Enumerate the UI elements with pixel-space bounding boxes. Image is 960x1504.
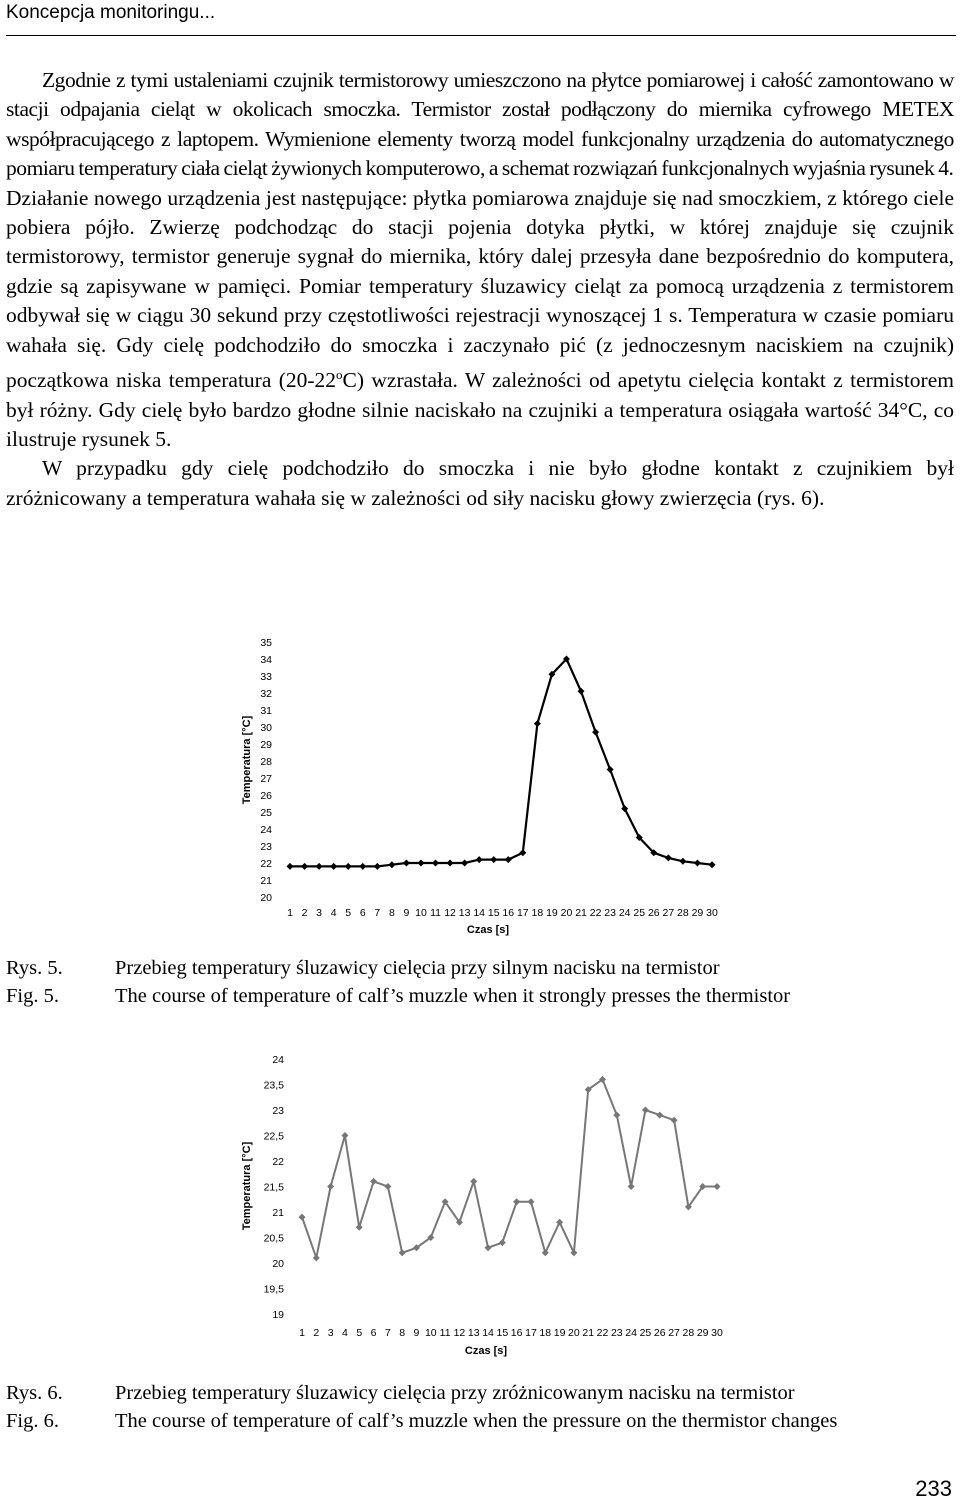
data-point	[370, 1178, 377, 1185]
data-point	[384, 1183, 391, 1190]
x-tick-label: 28	[682, 1327, 695, 1339]
figure-5-caption-pl	[6, 954, 790, 982]
x-tick-label: 16	[502, 907, 515, 919]
paragraph-2-text-a: Działanie nowego urządzenia jest następujące: płytka pomiarowa znajduje się nad smoczkiem, z którego ciele pobiera pójło. Zwierzę podchodząc do stacji pojenia dotyka płytki, w której znajduje się czujnik termistorowy, termistor generuje sygnał do miernika, który dalej przesyła dane bezpośrednio do komputera, gdzie są zapisywane w pamięci. Pomiar temperatury śluzawicy cieląt za pomocą urządzenia z termistorem odbywał się w ciągu 30 sekund przy częstotliwości rejestracji wynoszącej 1 s. Temperatura w czasie pomiaru wahała się. Gdy cielę podchodziło do smoczka i zaczynało pić (z jednoczesnym naciskiem na czujnik) początkowa niska temperatura (20-22	[6, 185, 954, 393]
figure-6-chart	[0, 1046, 960, 1366]
x-tick-label: 10	[424, 1327, 437, 1339]
data-point	[570, 1249, 577, 1256]
x-tick-label: 4	[330, 907, 337, 919]
x-tick-label: 2	[301, 907, 308, 919]
x-tick-label: 30	[706, 907, 718, 919]
data-point	[345, 863, 352, 870]
data-point	[485, 1244, 492, 1251]
x-tick-label: 22	[589, 907, 602, 919]
y-tick-label: 23	[272, 1105, 284, 1117]
data-point	[665, 854, 672, 861]
x-tick-label: 5	[356, 1327, 363, 1339]
x-tick-label: 15	[487, 907, 500, 919]
data-point	[556, 1219, 563, 1226]
figure-6-caption-pl	[6, 1379, 837, 1407]
data-point	[628, 1183, 635, 1190]
x-tick-label: 1	[299, 1327, 305, 1339]
x-tick-label: 22	[596, 1327, 609, 1339]
y-tick-label: 27	[260, 773, 272, 785]
data-point	[374, 863, 381, 870]
x-tick-label: 15	[496, 1327, 509, 1339]
data-point	[490, 856, 497, 863]
y-tick-label: 34	[260, 654, 272, 666]
y-tick-label: 33	[260, 671, 272, 683]
data-point	[709, 861, 716, 868]
running-header: Koncepcja monitoringu...	[6, 2, 216, 23]
data-point	[542, 1249, 549, 1256]
data-point	[388, 861, 395, 868]
y-tick-label: 20,5	[263, 1232, 284, 1245]
x-tick-label: 3	[316, 907, 323, 919]
x-tick-label: 20	[560, 907, 573, 919]
x-tick-label: 11	[439, 1327, 451, 1339]
figure-6-rys-text: Przebieg temperatury śluzawicy cielęcia przy zróżnicowanym nacisku na termistor	[115, 1382, 795, 1404]
data-point	[534, 720, 541, 727]
y-tick-label: 24	[260, 824, 272, 836]
data-point	[476, 856, 483, 863]
data-point	[656, 1112, 663, 1119]
figure-6-caption	[6, 1379, 837, 1435]
x-tick-label: 18	[539, 1327, 552, 1339]
y-tick-label: 22	[272, 1156, 284, 1168]
x-tick-label: 29	[691, 907, 704, 919]
x-tick-label: 21	[575, 907, 587, 919]
x-tick-label: 19	[553, 1327, 566, 1339]
x-tick-label: 19	[546, 907, 558, 919]
x-tick-label: 25	[633, 907, 646, 919]
x-tick-label: 23	[604, 907, 616, 919]
figure-6-fig-label: Fig. 6.	[6, 1410, 59, 1432]
data-point	[694, 860, 701, 867]
x-axis-title: Czas [s]	[464, 1345, 508, 1357]
y-tick-label: 32	[260, 688, 272, 700]
paragraph-2	[6, 184, 954, 455]
data-point	[527, 1198, 534, 1205]
data-point	[301, 863, 308, 870]
figure-5-rys-text: Przebieg temperatury śluzawicy cielęcia przy silnym nacisku na termistor	[115, 957, 720, 979]
y-tick-label: 31	[260, 705, 272, 717]
y-tick-label: 28	[260, 756, 272, 768]
x-tick-label: 8	[388, 907, 395, 919]
figure-5-fig-label: Fig. 5.	[6, 985, 59, 1007]
y-tick-label: 19,5	[263, 1283, 284, 1296]
x-tick-label: 23	[610, 1327, 623, 1339]
paragraph-1-text: Zgodnie z tymi ustaleniami czujnik termistorowy umieszczono na płytce pomiarowej i całość zamontowano w stacji odpajania cieląt w okolicach smoczka. Termistor został podłączony do miernika cyfrowego METEX współpracującego z laptopem. Wymienione elementy tworzą model funkcjonalny urządzenia do automatycznego pomiaru temperatury ciała cieląt żywionych komputerowo, a schemat rozwiązań funkcjonalnych wyjaśnia rysunek 4.	[6, 68, 954, 181]
x-tick-label: 1	[287, 907, 293, 919]
x-tick-label: 13	[467, 1327, 480, 1339]
data-point	[359, 863, 366, 870]
figure-5-caption-en	[6, 982, 790, 1010]
data-point	[287, 863, 294, 870]
x-tick-label: 4	[342, 1327, 348, 1339]
x-tick-label: 12	[453, 1327, 466, 1339]
x-tick-label: 2	[313, 1327, 320, 1339]
data-point	[592, 729, 599, 736]
data-point	[679, 858, 686, 865]
data-point	[499, 1239, 506, 1246]
x-tick-label: 7	[374, 907, 381, 919]
y-tick-label: 20	[260, 892, 272, 904]
x-tick-label: 7	[384, 1327, 391, 1339]
x-tick-label: 24	[618, 907, 631, 919]
x-tick-label: 13	[458, 907, 471, 919]
x-tick-label: 6	[370, 1327, 377, 1339]
data-point	[505, 856, 512, 863]
body-text	[6, 66, 954, 513]
figure-5-caption	[6, 954, 790, 1010]
data-point	[316, 863, 323, 870]
x-axis-title: Czas [s]	[466, 924, 510, 936]
x-tick-label: 5	[345, 907, 352, 919]
y-tick-label: 21,5	[263, 1181, 284, 1194]
x-tick-label: 21	[582, 1327, 595, 1339]
y-tick-label: 21	[272, 1207, 284, 1219]
figure-6-caption-en	[6, 1407, 837, 1435]
x-tick-label: 20	[568, 1327, 580, 1339]
data-point	[447, 860, 454, 867]
y-tick-label: 25	[260, 807, 272, 819]
x-tick-label: 12	[444, 907, 456, 919]
x-tick-label: 24	[625, 1327, 637, 1339]
y-axis-title: Temperatura [°C]	[241, 715, 253, 805]
data-point	[327, 1183, 334, 1190]
data-point	[578, 688, 585, 695]
y-tick-label: 24	[272, 1054, 284, 1066]
data-point	[642, 1107, 649, 1114]
figure-5-rys-label: Rys. 5.	[6, 957, 63, 979]
x-tick-label: 27	[668, 1327, 680, 1339]
x-tick-label: 27	[662, 907, 675, 919]
data-point	[330, 863, 337, 870]
y-tick-label: 30	[260, 722, 272, 734]
figure-6-fig-text: The course of temperature of calf’s muzzle when the pressure on the thermistor changes	[115, 1410, 838, 1432]
x-tick-label: 14	[473, 907, 486, 919]
y-tick-label: 20	[272, 1258, 284, 1270]
degree-superscript: o	[336, 367, 343, 383]
paragraph-3-text: W przypadku gdy cielę podchodziło do smoczka i nie było głodne kontakt z czujnikiem był zróżnicowany a temperatura wahała się w zależności od siły nacisku głowy zwierzęcia (rys. 6).	[6, 456, 954, 510]
x-tick-label: 6	[359, 907, 366, 919]
figure-6-rys-label: Rys. 6.	[6, 1382, 63, 1404]
data-point	[607, 766, 614, 773]
x-tick-label: 10	[415, 907, 427, 919]
y-axis-title: Temperatura [°C]	[241, 1141, 253, 1231]
data-point	[403, 860, 410, 867]
y-tick-label: 26	[260, 790, 272, 802]
y-tick-label: 23	[260, 841, 272, 853]
paragraph-3	[6, 454, 954, 513]
figure-5-chart	[0, 620, 960, 950]
y-tick-label: 35	[260, 637, 272, 649]
y-tick-label: 21	[260, 875, 272, 887]
data-point	[470, 1178, 477, 1185]
x-tick-label: 11	[430, 907, 441, 919]
x-tick-label: 18	[531, 907, 544, 919]
data-point	[461, 860, 468, 867]
y-tick-label: 22,5	[263, 1130, 284, 1143]
data-point	[671, 1117, 678, 1124]
x-tick-label: 16	[510, 1327, 523, 1339]
paragraph-2-text-b: C) wzrastała. W zależności od apetytu cielęcia kontakt z termistorem był różny. Gdy cielę było bardzo głodne silnie naciskało na czujniki a temperatura osiągała wartość 34°C, co ilustruje rysunek 5.	[6, 368, 954, 452]
data-point	[417, 860, 424, 867]
x-tick-label: 14	[482, 1327, 494, 1339]
x-tick-label: 3	[327, 1327, 334, 1339]
y-tick-label: 22	[260, 858, 272, 870]
x-tick-label: 17	[525, 1327, 537, 1339]
data-point	[714, 1183, 721, 1190]
y-tick-label: 19	[272, 1309, 284, 1321]
y-tick-label: 23,5	[263, 1079, 284, 1092]
x-tick-label: 26	[647, 907, 660, 919]
x-tick-label: 25	[639, 1327, 652, 1339]
data-point	[313, 1254, 320, 1261]
x-tick-label: 28	[677, 907, 689, 919]
x-tick-label: 17	[516, 907, 529, 919]
x-tick-label: 9	[413, 1327, 420, 1339]
x-tick-label: 30	[711, 1327, 723, 1339]
data-point	[613, 1112, 620, 1119]
paragraph-1	[6, 66, 954, 184]
data-point	[432, 860, 439, 867]
x-tick-label: 29	[696, 1327, 709, 1339]
data-point	[399, 1249, 406, 1256]
data-point	[341, 1132, 348, 1139]
y-tick-label: 29	[260, 739, 272, 751]
data-point	[356, 1224, 363, 1231]
x-tick-label: 9	[403, 907, 410, 919]
data-point	[513, 1198, 520, 1205]
x-tick-label: 26	[653, 1327, 666, 1339]
data-point	[299, 1214, 306, 1221]
header-rule	[6, 35, 956, 36]
series-line	[290, 659, 712, 866]
figure-5-fig-text: The course of temperature of calf’s muzzle when it strongly presses the thermistor	[115, 985, 791, 1007]
data-point	[519, 849, 526, 856]
x-tick-label: 8	[399, 1327, 406, 1339]
series-line	[302, 1079, 717, 1258]
page-number: 233	[915, 1476, 952, 1501]
